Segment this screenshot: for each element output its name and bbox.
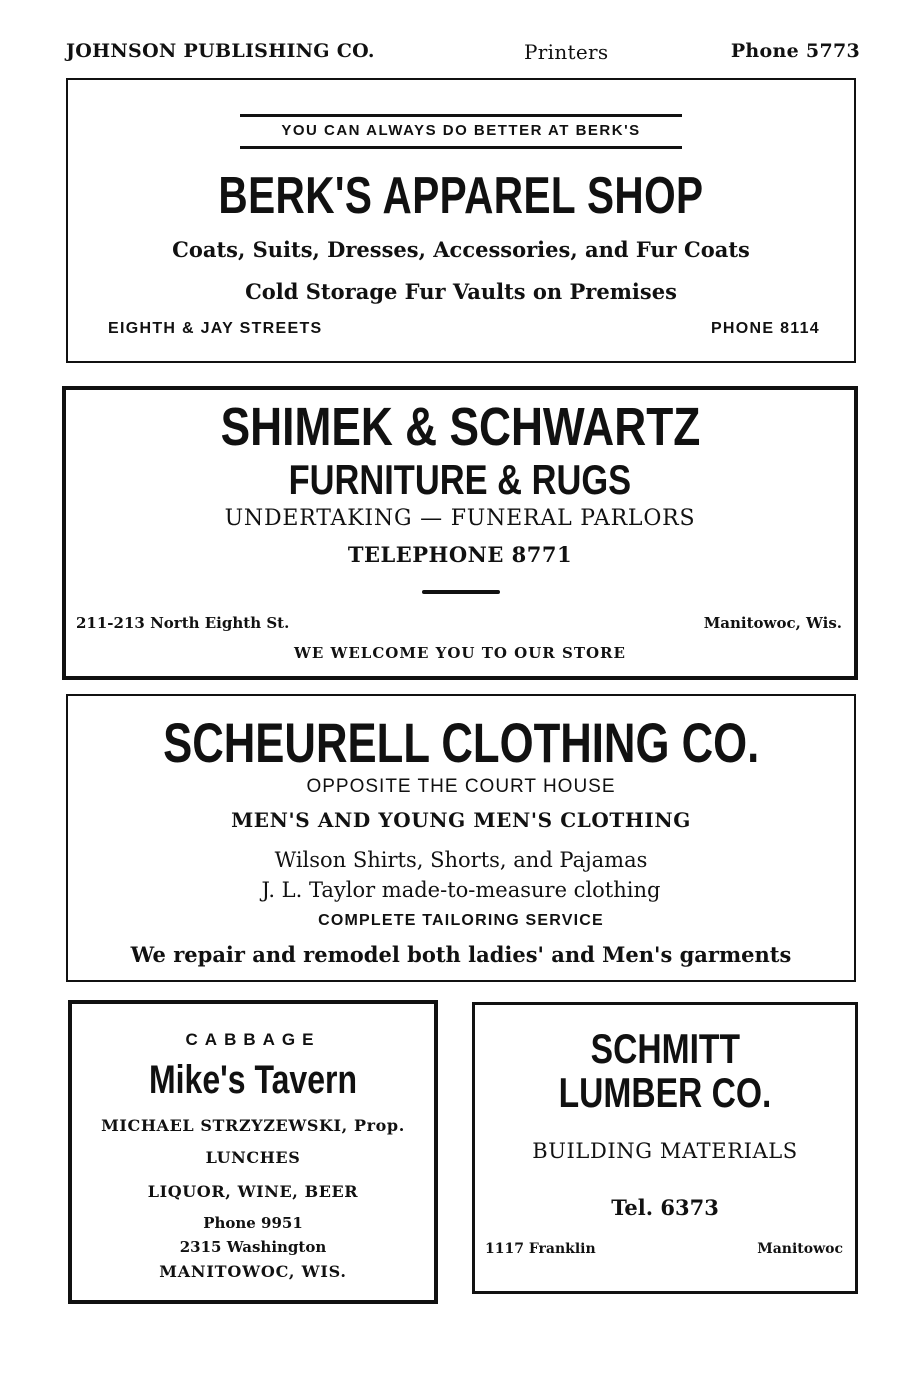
mikes-phone: Phone 9951 (203, 1214, 303, 1232)
shimek-city: Manitowoc, Wis. (703, 614, 842, 632)
berks-slogan: YOU CAN ALWAYS DO BETTER AT BERK'S (281, 122, 641, 139)
shimek-title: SHIMEK & SCHWARTZ (220, 397, 700, 457)
berks-phone: PHONE 8114 (710, 320, 820, 337)
scheurell-tailoring: COMPLETE TAILORING SERVICE (318, 912, 604, 929)
shimek-schwartz-ad (62, 386, 858, 680)
mikes-city: MANITOWOC, WIS. (159, 1262, 347, 1281)
slogan-bottom-rule (240, 146, 682, 149)
mikes-proprietor: MICHAEL STRZYZEWSKI, Prop. (101, 1116, 405, 1135)
shimek-title-wrap (66, 396, 854, 458)
mikes-tavern-ad (68, 1000, 438, 1304)
slogan-top-rule (240, 114, 682, 117)
schmitt-materials: BUILDING MATERIALS (532, 1139, 798, 1163)
page-header (66, 40, 860, 70)
scheurell-repair: We repair and remodel both ladies' and Men's garments (130, 942, 792, 967)
mikes-lunches: LUNCHES (205, 1148, 301, 1167)
shimek-subtitle-wrap (66, 456, 854, 504)
schmitt-tel: Tel. 6373 (611, 1195, 719, 1220)
mikes-title-wrap (72, 1058, 434, 1103)
mikes-drinks: LIQUOR, WINE, BEER (147, 1182, 359, 1201)
shimek-welcome: WE WELCOME YOU TO OUR STORE (294, 644, 626, 662)
berks-storage: Cold Storage Fur Vaults on Premises (245, 279, 677, 304)
berks-title-wrap (68, 166, 854, 226)
schmitt-address: 1117 Franklin (485, 1241, 596, 1257)
mikes-title: Mike's Tavern (149, 1058, 357, 1102)
scheurell-clothing-ad (66, 694, 856, 982)
schmitt-title1-wrap (475, 1025, 855, 1073)
shimek-address: 211-213 North Eighth St. (76, 614, 290, 632)
publisher-name: JOHNSON PUBLISHING CO. (66, 40, 375, 62)
publisher-phone: Phone 5773 (730, 40, 860, 62)
schmitt-title-line1: SCHMITT (590, 1025, 740, 1072)
schmitt-city: Manitowoc (757, 1241, 843, 1257)
scheurell-title: SCHEURELL CLOTHING CO. (162, 711, 760, 774)
berks-title: BERK'S APPAREL SHOP (218, 167, 704, 225)
shimek-services: UNDERTAKING — FUNERAL PARLORS (224, 506, 696, 531)
berks-address: EIGHTH & JAY STREETS (108, 320, 323, 337)
berks-apparel-ad (66, 78, 856, 363)
schmitt-title2-wrap (475, 1069, 855, 1117)
shimek-subtitle: FURNITURE & RUGS (288, 456, 632, 503)
publisher-trade: Printers (524, 40, 609, 64)
mikes-cabbage: CABBAGE (185, 1030, 321, 1049)
schmitt-lumber-ad (472, 1002, 858, 1294)
scheurell-title-wrap (68, 710, 854, 775)
schmitt-title-line2: LUMBER CO. (558, 1069, 772, 1116)
scheurell-location: OPPOSITE THE COURT HOUSE (306, 776, 616, 797)
scheurell-taylor: J. L. Taylor made-to-measure clothing (261, 878, 661, 902)
scheurell-shirts: Wilson Shirts, Shorts, and Pajamas (274, 848, 648, 872)
shimek-telephone: TELEPHONE 8771 (347, 542, 573, 567)
ornament-divider (422, 590, 500, 594)
scheurell-clothing: MEN'S AND YOUNG MEN'S CLOTHING (231, 808, 691, 832)
mikes-address: 2315 Washington (179, 1238, 327, 1256)
berks-products: Coats, Suits, Dresses, Accessories, and Fur Coats (172, 237, 750, 262)
